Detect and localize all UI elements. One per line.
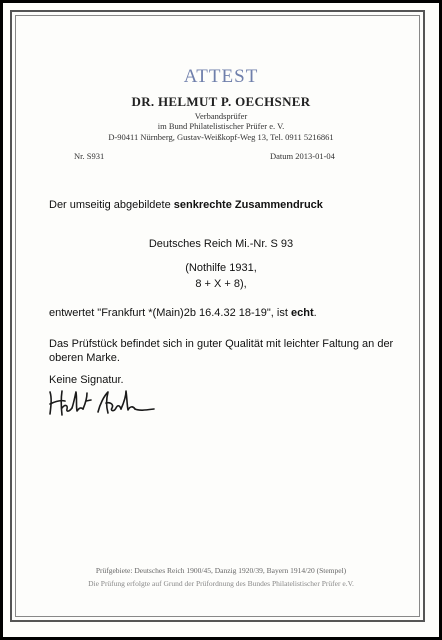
expert-association: im Bund Philatelistischer Prüfer e. V. — [157, 121, 285, 131]
cancel-bold: echt — [290, 307, 314, 319]
stamp-value: 8 + X + 8), — [195, 278, 247, 290]
footer-test-areas: Prüfgebiete: Deutsches Reich 1900/45, Danzig 1920/39, Bayern 1914/20 (Stempel) — [95, 566, 347, 575]
document-title: ATTEST — [183, 66, 259, 87]
footer-test-basis: Die Prüfung erfolgte auf Grund der Prüfordnung des Bundes Philatelistischer Prüfer e.V. — [88, 579, 354, 588]
cancellation-line — [49, 307, 317, 319]
stamp-issue: (Nothilfe 1931, — [185, 262, 257, 274]
condition-line-2: oberen Marke. — [49, 352, 120, 364]
intro-line — [49, 199, 323, 211]
condition-line-1: Das Prüfstück befindet sich in guter Qualität mit leichter Faltung an der — [49, 338, 394, 350]
cancel-suffix: . — [313, 307, 317, 319]
expert-role: Verbandsprüfer — [194, 111, 248, 121]
handwritten-signature — [46, 388, 156, 418]
no-signature-note: Keine Signatur. — [49, 374, 124, 386]
certificate-date: Datum 2013-01-04 — [270, 151, 335, 161]
cancel-prefix: entwertet "Frankfurt *(Main)2b 16.4.32 18-19", ist — [49, 307, 291, 319]
stamp-catalog-number: Deutsches Reich Mi.-Nr. S 93 — [148, 238, 294, 250]
intro-prefix: Der umseitig abgebildete — [49, 199, 174, 211]
intro-bold: senkrechte Zusammendruck — [173, 199, 323, 211]
expert-address: D-90411 Nürnberg, Gustav-Weißkopf-Weg 13, Tel. 0911 5216861 — [108, 132, 334, 142]
certificate-number: Nr. S931 — [74, 151, 105, 161]
expert-name: DR. HELMUT P. OECHSNER — [131, 94, 311, 109]
